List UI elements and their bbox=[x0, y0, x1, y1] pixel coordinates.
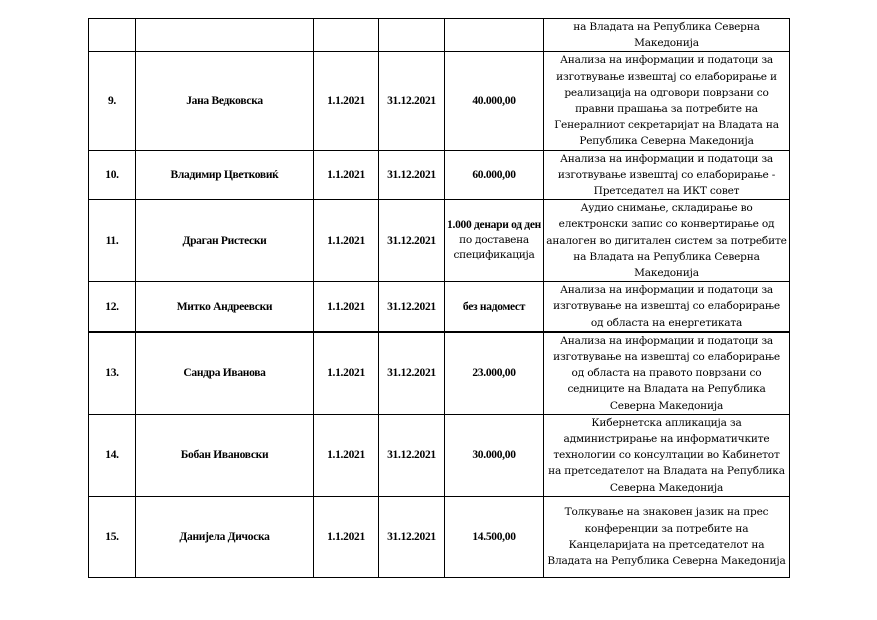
amount: без надомест bbox=[445, 282, 544, 332]
end-date: 31.12.2021 bbox=[379, 282, 445, 332]
row-number: 13. bbox=[89, 332, 136, 415]
end-date bbox=[379, 19, 445, 52]
amount bbox=[445, 19, 544, 52]
amount: 40.000,00 bbox=[445, 52, 544, 150]
start-date: 1.1.2021 bbox=[314, 200, 379, 282]
service-description: Толкување на знаковен јазик на прес конференции за потребите на Канцеларијата на претседателот на Владата на Република Северна Македонија bbox=[544, 496, 790, 577]
contractor-name: Драган Ристески bbox=[136, 200, 314, 282]
amount: 60.000,00 bbox=[445, 150, 544, 200]
end-date: 31.12.2021 bbox=[379, 414, 445, 496]
amount bbox=[445, 200, 544, 282]
contracts-table bbox=[88, 18, 790, 578]
end-date: 31.12.2021 bbox=[379, 496, 445, 577]
end-date: 31.12.2021 bbox=[379, 200, 445, 282]
table-row bbox=[89, 282, 790, 332]
service-description: на Владата на Република Северна Македонија bbox=[544, 19, 790, 52]
end-date: 31.12.2021 bbox=[379, 150, 445, 200]
service-description: Кибернетска апликација за администрирање на информатичките технологии со консултации во Кабинетот на претседателот на Владата на Република Северна Македонија bbox=[544, 414, 790, 496]
amount-note: по доставена спецификација bbox=[453, 234, 535, 262]
start-date bbox=[314, 19, 379, 52]
end-date: 31.12.2021 bbox=[379, 332, 445, 415]
table-row bbox=[89, 19, 790, 52]
table-row bbox=[89, 52, 790, 150]
row-number: 10. bbox=[89, 150, 136, 200]
row-number bbox=[89, 19, 136, 52]
contractor-name: Јана Ведковска bbox=[136, 52, 314, 150]
service-description: Анализа на информации и податоци за изготвување на извештај со елаборирање од областа на енергетиката bbox=[544, 282, 790, 332]
contractor-name: Данијела Дичоска bbox=[136, 496, 314, 577]
amount-value: 1.000 денари од ден bbox=[447, 219, 541, 232]
start-date: 1.1.2021 bbox=[314, 332, 379, 415]
contractor-name bbox=[136, 19, 314, 52]
row-number: 15. bbox=[89, 496, 136, 577]
amount: 23.000,00 bbox=[445, 332, 544, 415]
amount: 14.500,00 bbox=[445, 496, 544, 577]
start-date: 1.1.2021 bbox=[314, 150, 379, 200]
table-row bbox=[89, 496, 790, 577]
contractor-name: Владимир Цветковиќ bbox=[136, 150, 314, 200]
start-date: 1.1.2021 bbox=[314, 496, 379, 577]
start-date: 1.1.2021 bbox=[314, 282, 379, 332]
table-row bbox=[89, 332, 790, 415]
row-number: 14. bbox=[89, 414, 136, 496]
table-row bbox=[89, 150, 790, 200]
table-row bbox=[89, 200, 790, 282]
contractor-name: Бобан Ивановски bbox=[136, 414, 314, 496]
row-number: 12. bbox=[89, 282, 136, 332]
start-date: 1.1.2021 bbox=[314, 52, 379, 150]
row-number: 9. bbox=[89, 52, 136, 150]
end-date: 31.12.2021 bbox=[379, 52, 445, 150]
service-description: Анализа на информации и податоци за изготвување извештај со елаборирање и реализација на одговори поврзани со правни прашања за потребите на Генералниот секретаријат на Владата на Република Северна Македонија bbox=[544, 52, 790, 150]
contractor-name: Сандра Иванова bbox=[136, 332, 314, 415]
start-date: 1.1.2021 bbox=[314, 414, 379, 496]
contractor-name: Митко Андреевски bbox=[136, 282, 314, 332]
table-row bbox=[89, 414, 790, 496]
row-number: 11. bbox=[89, 200, 136, 282]
service-description: Анализа на информации и податоци за изготвување на извештај со елаборирање од областа на правото поврзани со седниците на Владата на Република Северна Македонија bbox=[544, 332, 790, 415]
amount: 30.000,00 bbox=[445, 414, 544, 496]
service-description: Аудио снимање, складирање во електронски запис со конвертирање од аналоген во дигитален систем за потребите на Владата на Република Северна Македонија bbox=[544, 200, 790, 282]
service-description: Анализа на информации и податоци за изготвување извештај со елаборирање - Претседател на ИКТ совет bbox=[544, 150, 790, 200]
